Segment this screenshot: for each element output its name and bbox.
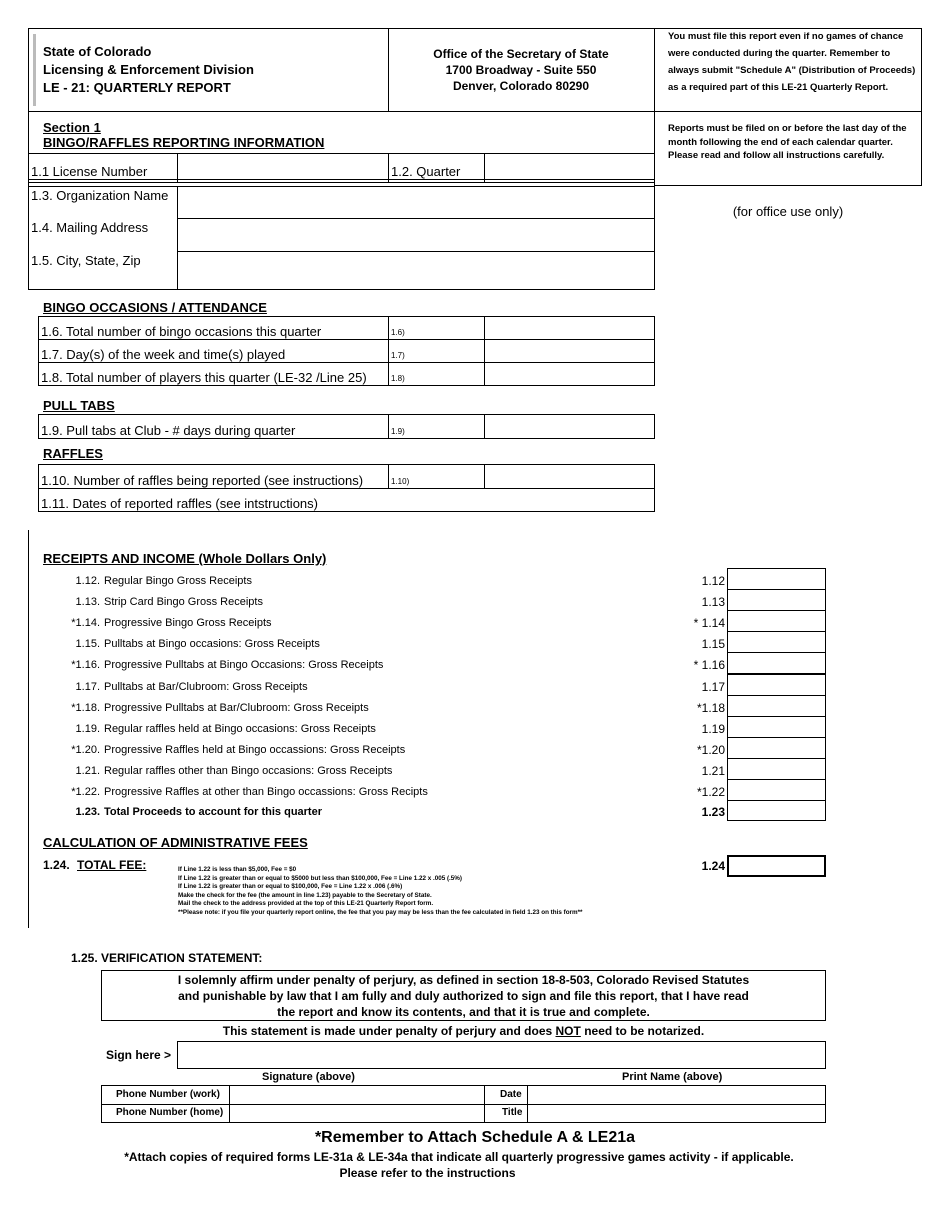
receipt-amount-field[interactable]	[727, 758, 826, 780]
receipt-amount-field[interactable]	[727, 695, 826, 717]
receipt-amount-field[interactable]	[727, 610, 826, 632]
receipt-line-label: Progressive Raffles at other than Bingo occassions: Gross Recipts	[104, 786, 428, 798]
receipt-line-num: 1.21.	[75, 765, 100, 777]
receipt-line-label: Regular raffles other than Bingo occasions: Gross Receipts	[104, 765, 393, 777]
receipt-amount-field[interactable]	[727, 674, 826, 696]
receipt-line-label: Progressive Raffles held at Bingo occassions: Gross Receipts	[104, 744, 406, 756]
raffles-number-label: 1.10. Number of raffles being reported (see instructions)	[41, 473, 364, 488]
receipt-line-code: 1.17	[701, 680, 725, 694]
receipt-amount-field[interactable]	[727, 568, 826, 590]
receipt-line-code: 1.15	[701, 637, 725, 651]
bingo-title: BINGO OCCASIONS / ATTENDANCE	[43, 300, 267, 315]
receipt-line-code: *1.22	[696, 785, 725, 799]
receipt-line-code: *1.18	[696, 701, 725, 715]
days-played-label: 1.7. Day(s) of the week and time(s) played	[41, 347, 286, 362]
deadline-notice: Reports must be filed on or before the last day of the month following the end of each calendar quarter. Please read and follow all instructions carefully.	[668, 123, 907, 161]
license-number-field[interactable]	[178, 154, 387, 179]
bingo-occasions-label: 1.6. Total number of bingo occasions this quarter	[41, 324, 322, 339]
total-proceeds-label: Total Proceeds to account for this quarter	[104, 806, 322, 818]
notary-note-post: need to be notarized.	[580, 1024, 705, 1038]
fee-note: Mail the check to the address provided at the top of this LE-21 Quarterly Report form.	[178, 900, 434, 907]
receipt-line-label: Regular raffles held at Bingo occasions: Gross Receipts	[104, 723, 376, 735]
notary-note-not: NOT	[555, 1024, 581, 1038]
receipt-line-code: 1.12	[701, 574, 725, 588]
receipt-line-label: Progressive Bingo Gross Receipts	[104, 617, 272, 629]
phone-home-label: Phone Number (home)	[116, 1107, 224, 1118]
statement-line: and punishable by law that I am fully and duly authorized to sign and file this report, that I have read	[178, 989, 749, 1003]
bingo-occasions-field[interactable]	[485, 317, 654, 339]
raffles-title: RAFFLES	[43, 446, 103, 461]
receipt-line-num: *1.14.	[71, 617, 100, 629]
city-state-zip-field[interactable]	[178, 252, 654, 289]
receipt-line-code: 1.19	[701, 722, 725, 736]
pulltabs-days-field[interactable]	[485, 415, 654, 438]
remember-note: *Remember to Attach Schedule A & LE21a	[314, 1129, 636, 1146]
fee-notes	[178, 866, 583, 917]
total-proceeds-code: 1.23	[701, 805, 725, 819]
license-number-label: 1.1 License Number	[31, 164, 148, 179]
verification-title: 1.25. VERIFICATION STATEMENT:	[71, 951, 263, 965]
pulltabs-days-label: 1.9. Pull tabs at Club - # days during quarter	[41, 423, 296, 438]
receipt-line-num: 1.13.	[75, 596, 100, 608]
players-label: 1.8. Total number of players this quarter (LE-32 /Line 25)	[41, 370, 367, 385]
receipt-line-code: * 1.16	[693, 658, 725, 672]
title-field[interactable]	[528, 1105, 825, 1122]
fees-title: CALCULATION OF ADMINISTRATIVE FEES	[43, 835, 308, 850]
row-license-bottom	[28, 179, 655, 180]
players-field[interactable]	[485, 363, 654, 385]
bingo-col1	[388, 316, 389, 386]
receipt-line-num: 1.19.	[75, 723, 100, 735]
fee-code: 1.24	[701, 859, 725, 873]
receipt-line-label: Regular Bingo Gross Receipts	[104, 575, 252, 587]
notary-note-pre: This statement is made under penalty of perjury and does	[222, 1024, 556, 1038]
days-played-code: 1.7)	[391, 351, 405, 360]
receipt-amount-field[interactable]	[727, 716, 826, 738]
pulltabs-col1	[388, 414, 389, 439]
total-proceeds-field[interactable]	[727, 800, 826, 821]
receipt-line-code: 1.21	[701, 764, 725, 778]
verification-statement	[101, 972, 826, 1020]
receipt-amount-field[interactable]	[727, 589, 826, 611]
row-license-div2	[388, 153, 389, 182]
raffles-col1	[388, 464, 389, 488]
receipt-line-label: Progressive Pulltabs at Bar/Clubroom: Gross Receipts	[104, 702, 369, 714]
quarter-field[interactable]	[485, 154, 654, 179]
pulltabs-title: PULL TABS	[43, 398, 115, 413]
phone-col2	[484, 1085, 485, 1123]
signature-caption: Signature (above)	[262, 1071, 355, 1083]
raffles-number-code: 1.10)	[391, 477, 410, 486]
receipts-title: RECEIPTS AND INCOME (Whole Dollars Only)	[43, 551, 327, 566]
receipt-line-code: 1.13	[701, 595, 725, 609]
statement-line: I solemnly affirm under penalty of perjury, as defined in section 18-8-503, Colorado Revised Statutes	[177, 973, 750, 987]
receipt-line-num: 1.15.	[75, 638, 100, 650]
fee-num: 1.24.	[43, 858, 70, 872]
section1-subtitle: BINGO/RAFFLES REPORTING INFORMATION	[43, 135, 325, 150]
receipt-line-num: *1.16.	[71, 659, 100, 671]
receipt-line-num: 1.17.	[75, 681, 100, 693]
phone-work-field[interactable]	[230, 1086, 483, 1104]
header-divider-2	[654, 28, 655, 112]
form-title: LE - 21: QUARTERLY REPORT	[43, 80, 231, 95]
sign-here-label: Sign here >	[106, 1048, 172, 1062]
total-proceeds-num: 1.23.	[75, 806, 100, 818]
receipt-line-label: Pulltabs at Bingo occasions: Gross Receipts	[104, 638, 320, 650]
state-name: State of Colorado	[43, 44, 152, 59]
players-code: 1.8)	[391, 374, 405, 383]
receipt-amount-field[interactable]	[727, 652, 826, 674]
receipt-line-label: Strip Card Bingo Gross Receipts	[104, 596, 263, 608]
fee-note: **Please note: if you file your quarterly report online, the fee that you pay may be less than the fee calculated in field 1.23 on this form**	[178, 908, 583, 916]
title-label: Title	[502, 1107, 523, 1118]
fee-note: If Line 1.22 is greater than or equal to $5000 but less than $100,000, Fee = Line 1.22 x .005 (.5%)	[178, 874, 463, 882]
raffles-row-line	[38, 488, 655, 489]
notary-note	[101, 1024, 826, 1038]
mailing-address-label: 1.4. Mailing Address	[31, 220, 149, 235]
signature-field[interactable]	[177, 1041, 826, 1069]
header-left-bar	[33, 34, 36, 106]
days-played-field[interactable]	[485, 340, 654, 362]
raffles-number-field[interactable]	[485, 465, 654, 488]
receipt-amount-field[interactable]	[727, 779, 826, 801]
total-fee-field[interactable]	[727, 855, 826, 877]
date-label: Date	[500, 1089, 522, 1100]
receipt-line-label: Pulltabs at Bar/Clubroom: Gross Receipts	[104, 681, 308, 693]
receipt-line-num: *1.22.	[71, 786, 100, 798]
phone-home-field[interactable]	[230, 1105, 483, 1122]
print-name-caption: Print Name (above)	[622, 1071, 723, 1083]
refer-note: Please refer to the instructions	[339, 1166, 516, 1180]
bingo-occasions-code: 1.6)	[391, 328, 405, 337]
org-name-label: 1.3. Organization Name	[31, 188, 169, 203]
city-state-zip-label: 1.5. City, State, Zip	[31, 253, 141, 268]
raffle-dates-label: 1.11. Dates of reported raffles (see intstructions)	[41, 496, 318, 511]
fee-note: If Line 1.22 is less than $5,000, Fee = $0	[178, 866, 297, 873]
phone-work-label: Phone Number (work)	[116, 1089, 220, 1100]
mailing-address-field[interactable]	[178, 219, 654, 251]
office-address: 1700 Broadway - Suite 550	[445, 63, 597, 77]
receipt-line-num: *1.18.	[71, 702, 100, 714]
fee-note: Make the check for the fee (the amount in line 1.23) payable to the Secretary of State.	[178, 891, 432, 899]
receipt-line-code: * 1.14	[693, 616, 725, 630]
row-license-bottom2	[28, 182, 655, 183]
quarter-label: 1.2. Quarter	[391, 164, 461, 179]
date-field[interactable]	[528, 1086, 825, 1104]
fee-label: TOTAL FEE:	[77, 858, 147, 872]
receipt-line-label: Progressive Pulltabs at Bingo Occasions: Gross Receipts	[104, 659, 384, 671]
receipt-amount-field[interactable]	[727, 737, 826, 759]
office-city: Denver, Colorado 80290	[452, 79, 590, 93]
receipt-line-num: 1.12.	[75, 575, 100, 587]
pulltabs-days-code: 1.9)	[391, 427, 405, 436]
left-margin-line	[28, 530, 29, 928]
statement-line: the report and know its contents, and that it is true and complete.	[277, 1005, 650, 1019]
office-name: Office of the Secretary of State	[433, 47, 609, 61]
division-name: Licensing & Enforcement Division	[43, 62, 254, 77]
receipt-amount-field[interactable]	[727, 631, 826, 653]
section1-title: Section 1	[43, 120, 101, 135]
filing-notice: You must file this report even if no games of chance were conducted during the quarter. Remember to always submit "Schedule A" (Distribution of Proceeds) as a required part of this LE-21 Quarterly Report.	[668, 31, 916, 93]
receipt-line-code: *1.20	[696, 743, 725, 757]
fee-note: If Line 1.22 is greater than or equal to $100,000, Fee = Line 1.22 x .006 (.6%)	[178, 883, 403, 890]
org-name-field[interactable]	[178, 187, 654, 218]
attach-note: *Attach copies of required forms LE-31a & LE-34a that indicate all quarterly progressive games activity - if applicable.	[124, 1150, 794, 1164]
receipt-line-num: *1.20.	[71, 744, 100, 756]
office-use-label: (for office use only)	[732, 204, 844, 219]
